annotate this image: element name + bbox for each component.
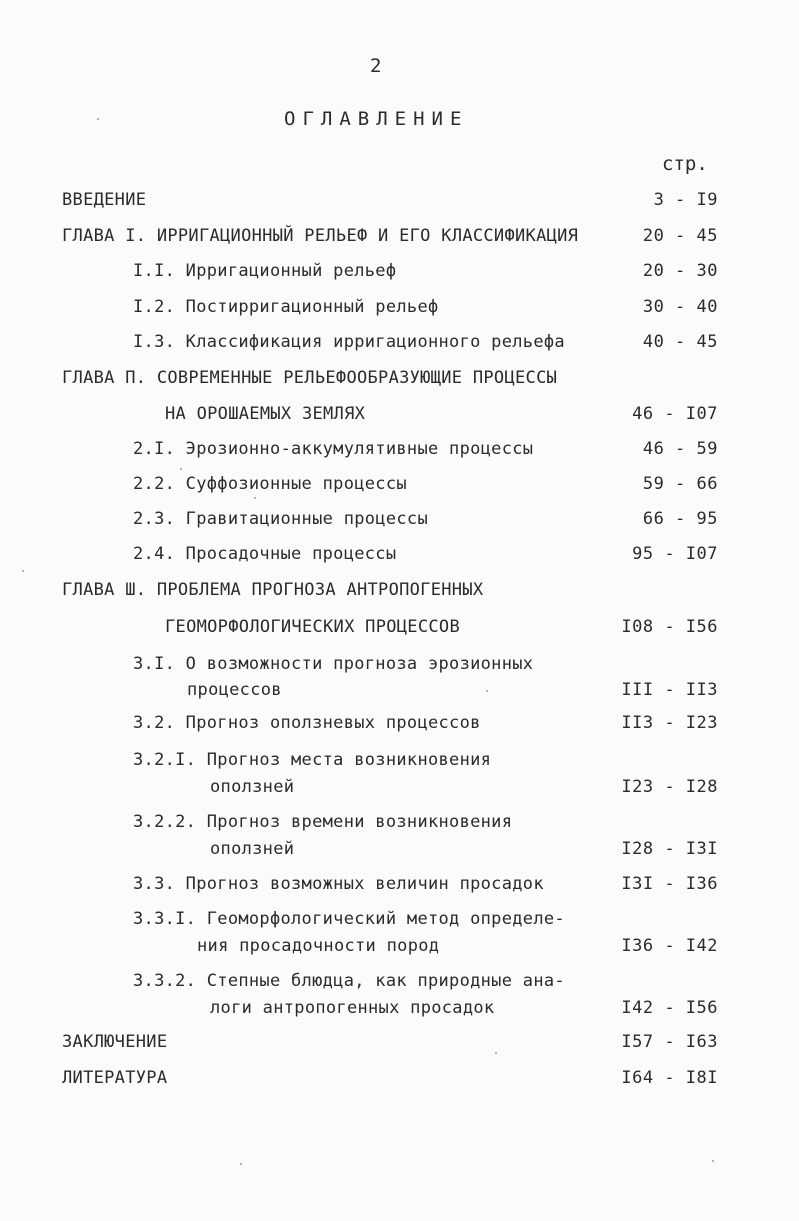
toc-entry-title: ГЛАВА П. СОВРЕМЕННЫЕ РЕЛЬЕФООБРАЗУЮЩИЕ ПРОЦЕССЫ bbox=[62, 368, 558, 388]
toc-entry-pages: I57 - I63 bbox=[621, 1032, 718, 1052]
toc-entry-pages: I64 - I8I bbox=[621, 1068, 718, 1088]
toc-entry-title-continued: ния просадочности пород bbox=[197, 936, 440, 956]
toc-entry-pages: 20 - 30 bbox=[642, 261, 718, 281]
toc-entry-title: ГЛАВА Ш. ПРОБЛЕМА ПРОГНОЗА АНТРОПОГЕННЫХ bbox=[62, 580, 484, 600]
toc-entry-pages: 95 - I07 bbox=[632, 544, 718, 564]
toc-entry-pages: II3 - I23 bbox=[621, 713, 718, 733]
toc-entry-pages: I36 - I42 bbox=[621, 936, 718, 956]
toc-entry-title: I.I. Ирригационный рельеф bbox=[133, 261, 397, 281]
toc-entry-title: 3.2. Прогноз оползневых процессов bbox=[133, 713, 481, 733]
toc-entry-pages: 40 - 45 bbox=[642, 332, 718, 352]
toc-entry-pages: 59 - 66 bbox=[642, 474, 718, 494]
toc-entry-title: I.3. Классификация ирригационного рельефа bbox=[133, 332, 565, 352]
toc-entry-pages: 30 - 40 bbox=[642, 297, 718, 317]
toc-entry-title: ЛИТЕРАТУРА bbox=[62, 1068, 168, 1088]
toc-entry-pages: I42 - I56 bbox=[621, 998, 718, 1018]
toc-entry-title: I.2. Постирригационный рельеф bbox=[133, 297, 439, 317]
toc-entry-title-continued: оползней bbox=[210, 777, 295, 797]
toc-entry-title-continued: ГЕОМОРФОЛОГИЧЕСКИХ ПРОЦЕССОВ bbox=[165, 617, 460, 637]
toc-entry-title-continued: логи антропогенных просадок bbox=[210, 998, 495, 1018]
toc-entry-title: 3.3.I. Геоморфологический метод определе- bbox=[133, 909, 565, 929]
page-column-header: стр. bbox=[662, 153, 708, 175]
toc-entry-pages: 46 - I07 bbox=[632, 404, 718, 424]
toc-entry-title: 3.I. О возможности прогноза эрозионных bbox=[133, 654, 534, 674]
page-title: ОГЛАВЛЕНИЕ bbox=[284, 108, 469, 130]
toc-entry-title-continued: процессов bbox=[187, 680, 282, 700]
toc-entry-title: 2.4. Просадочные процессы bbox=[133, 544, 397, 564]
toc-entry-pages: 46 - 59 bbox=[642, 439, 718, 459]
toc-entry-pages: I3I - I36 bbox=[621, 874, 718, 894]
toc-entry-pages: 20 - 45 bbox=[642, 226, 718, 246]
toc-entry-pages: III - II3 bbox=[621, 680, 718, 700]
toc-entry-pages: I08 - I56 bbox=[621, 617, 718, 637]
toc-entry-title: ГЛАВА I. ИРРИГАЦИОННЫЙ РЕЛЬЕФ И ЕГО КЛАССИФИКАЦИЯ bbox=[62, 226, 579, 246]
toc-entry-title: 3.3.2. Степные блюдца, как природные ана- bbox=[133, 971, 565, 991]
page-number: 2 bbox=[370, 55, 382, 77]
toc-entry-title: 3.3. Прогноз возможных величин просадок bbox=[133, 874, 544, 894]
toc-entry-pages: I28 - I3I bbox=[621, 839, 718, 859]
toc-entry-pages: 66 - 95 bbox=[642, 509, 718, 529]
toc-entry-title: 2.3. Гравитационные процессы bbox=[133, 509, 428, 529]
toc-entry-title-continued: НА ОРОШАЕМЫХ ЗЕМЛЯХ bbox=[165, 404, 366, 424]
toc-entry-pages: 3 - I9 bbox=[653, 190, 718, 210]
toc-entry-title-continued: оползней bbox=[210, 839, 295, 859]
toc-entry-pages: I23 - I28 bbox=[621, 777, 718, 797]
toc-entry-title: 3.2.2. Прогноз времени возникновения bbox=[133, 812, 513, 832]
toc-entry-title: 3.2.I. Прогноз места возникновения bbox=[133, 750, 492, 770]
toc-entry-title: 2.I. Эрозионно-аккумулятивные процессы bbox=[133, 439, 534, 459]
toc-entry-title: ЗАКЛЮЧЕНИЕ bbox=[62, 1032, 168, 1052]
toc-entry-title: 2.2. Суффозионные процессы bbox=[133, 474, 407, 494]
toc-entry-title: ВВЕДЕНИЕ bbox=[62, 190, 147, 210]
